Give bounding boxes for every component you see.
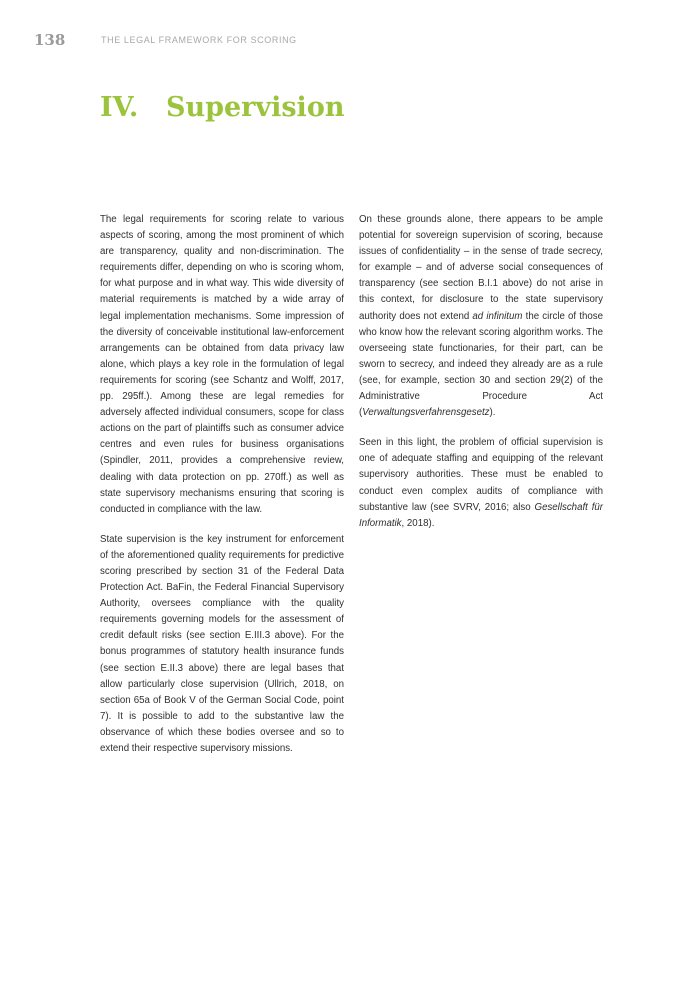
italic-term: ad infinitum xyxy=(472,310,523,322)
text-run: , 2018). xyxy=(401,517,435,529)
page-number: 138 xyxy=(34,31,66,49)
running-header: THE LEGAL FRAMEWORK FOR SCORING xyxy=(101,35,297,45)
chapter-title: Supervision xyxy=(166,92,345,123)
text-run: Seen in this light, the problem of official supervision is one of adequate staffing and equipping of the relevant supervisory authorities. These must be enabled to conduct even complex audits of compliance with substantive law (see SVRV, 2016; also xyxy=(359,437,603,513)
paragraph xyxy=(359,435,603,532)
right-column xyxy=(359,212,603,546)
paragraph xyxy=(359,212,603,421)
paragraph: The legal requirements for scoring relate to various aspects of scoring, among the most prominent of which are transparency, quality and non-discrimination. The requirements differ, depending on who is scoring whom, for what purpose and in what way. This wide diversity of material requirements is matched by a wide array of legal implementation mechanisms. Some impression of the diversity of conceivable institutional law-enforcement arrangements can be obtained from data privacy law alone, which plays a key role in the formulation of legal requirements for scoring (see Schantz and Wolff, 2017, pp. 295ff.). Among these are legal remedies for adversely affected individual consumers, scope for class actions on the part of plaintiffs such as consumer advice centres and even rules for business organisations (Spindler, 2011, provides a comprehensive review, dealing with data protection on pp. 270ff.) as well as state supervisory mechanisms ensuring that scoring is conducted in compliance with the law. xyxy=(100,214,344,515)
italic-term: Verwaltungsverfahrensgesetz xyxy=(362,407,490,419)
text-run: On these grounds alone, there appears to be ample potential for sovereign supervision of scoring, because issues of confidentiality – in the sense of trade secrecy, for example – and of adverse social consequences of transparency (see section B.I.1 above) do not arise in this context, for disclosure to the state supervisory authority does not extend xyxy=(359,214,603,322)
chapter-number: IV. xyxy=(100,92,139,123)
text-run: ). xyxy=(489,407,496,419)
chapter-heading xyxy=(100,92,344,123)
text-run: the circle of those who know how the relevant scoring algorithm works. The overseeing state functionaries, for their part, can be sworn to secrecy, and indeed they already are as a rule (see, for example, section 30 and section 29(2) of the Administrative Procedure Act ( xyxy=(359,310,604,419)
left-column xyxy=(100,212,344,771)
italic-term: Gesellschaft für Informatik xyxy=(359,501,603,529)
paragraph: State supervision is the key instrument for enforcement of the aforementioned quality requirements for predictive scoring prescribed by section 31 of the Federal Data Protection Act. BaFin, the Federal Financial Supervisory Authority, oversees compliance with the quality requirements governing models for the assessment of credit default risks (see section E.III.3 above). For the bonus programmes of statutory health insurance funds (see section E.II.3 above) there are legal bases that allow particularly close supervision (Ullrich, 2018, on section 65a of Book V of the German Social Code, point 7). It is possible to add to the substantive law the observance of which these bodies oversee and so to extend their respective supervisory missions. xyxy=(100,533,344,754)
